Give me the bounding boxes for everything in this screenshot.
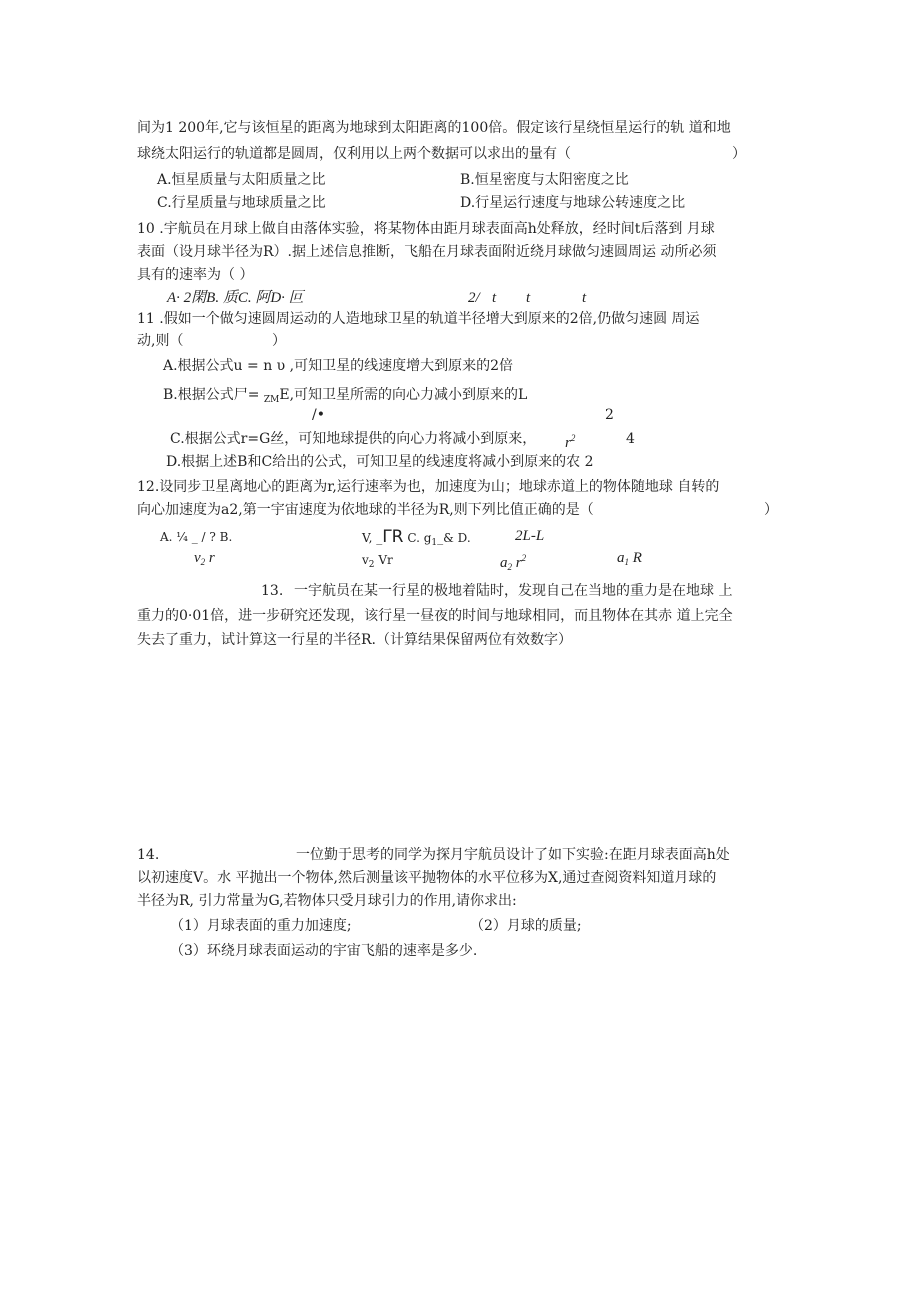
q14-line3: 半径为R, 引力常量为G,若物体只受月球引力的作用,请你求出: (137, 893, 517, 909)
q11-line2: 动,则（ (137, 333, 184, 349)
q12-denominator-a: $v_2$ r (194, 550, 215, 567)
q12-denominator-d: $a_1$ R (617, 550, 642, 567)
q9-option-d: D.行星运行速度与地球公转速度之比 (460, 195, 686, 211)
q11-line1: 11 .假如一个做匀速圆周运动的人造地球卫星的轨道半径增大到原来的2倍,仍做匀速圆 周运 (137, 311, 700, 327)
q10-line3: 具有的速率为（ ） (137, 267, 254, 283)
q9-line2: 球绕太阳运行的轨道都是圆周，仅利用以上两个数据可以求出的量有（ (137, 146, 571, 162)
q11-option-a: A.根据公式u = n υ ,可知卫星的线速度增大到原来的2倍 (163, 358, 513, 374)
q12-line2-paren: ） (764, 502, 778, 518)
q9-option-b: B.恒星密度与太阳密度之比 (460, 172, 629, 188)
q11-option-c: C.根据公式r=G丝，可知地球提供的向心力将减小到原来， (170, 431, 537, 447)
q13-line1: 一宇航员在某一行星的极地着陆时，发现自己在当地的重力是在地球 上 (294, 583, 733, 599)
q10-line2: 表面（设月球半径为R）.据上述信息推断，飞船在月球表面附近绕月球做匀速圆周运 动所必须 (137, 244, 717, 260)
q12-option-d: 2L-L (515, 528, 545, 544)
q14-item-3: （3）环绕月球表面运动的宇宙飞船的速率是多少. (170, 943, 478, 959)
q12-denominator-b: $v_2$ Vr (362, 553, 393, 570)
q14-line1: 一位勤于思考的同学为探月宇航员设计了如下实验:在距月球表面高h处 (296, 847, 730, 863)
q11-option-d: D.根据上述B和C给出的公式，可知卫星的线速度将减小到原来的农 2 (166, 454, 594, 470)
q12-option-a: A. ¼ _ / ? B. (160, 530, 233, 544)
q11-option-b-fraction-two: 2 (605, 407, 614, 423)
q10-line1: 10 .宇航员在月球上做自由落体实验，将某物体由距月球表面高h处释放，经时间t后落到 月球 (137, 221, 715, 237)
q12-line1: 12.设同步卫星离地心的距离为r,运行速率为也，加速度为山；地球赤道上的物体随地球 自转的 (137, 479, 720, 495)
q10-frac-t2: t (526, 290, 531, 306)
q11-option-c-four: 4 (626, 431, 635, 447)
q10-frac-two: 2/ (468, 290, 480, 306)
q14-item-1: （1）月球表面的重力加速度; (170, 918, 352, 934)
q13-line2: 重力的0·01倍，进一步研究还发现，该行星一昼夜的时间与地球相同，而且物体在其赤 道上完全 (137, 608, 733, 624)
q9-option-c: C.行星质量与地球质量之比 (157, 195, 326, 211)
q10-frac-t3: t (582, 290, 587, 306)
q14-line2: 以初速度V。水 平抛出一个物体,然后测量该平抛物体的水平位移为X,通过查阅资料知道月球的 (137, 870, 717, 886)
q14-item-2: （2）月球的质量; (470, 918, 582, 934)
q13-number: 13. (261, 583, 284, 599)
q9-line2-paren: ） (732, 146, 746, 162)
q12-option-b-c: V, _ΓR C. $g_1\_\&$ D. (362, 527, 471, 548)
q11-line2-paren: ） (272, 333, 286, 349)
q14-number: 14. (137, 847, 160, 863)
q12-line2: 向心加速度为a2,第一宇宙速度为依地球的半径为R,则下列比值正确的是（ (137, 502, 594, 518)
q10-options: A· 2閑B. 质C. 阿D· 叵 (167, 290, 304, 306)
q9-line1: 间为1 200年,它与该恒星的距离为地球到太阳距离的100倍。假定该行星绕恒星运行的轨 道和地 (137, 120, 731, 136)
q10-frac-t1: t (492, 290, 497, 306)
q9-option-a: A.恒星质量与太阳质量之比 (157, 172, 326, 188)
q13-line3: 失去了重力，试计算这一行星的半径R.（计算结果保留两位有效数字） (137, 632, 572, 648)
q11-option-b-fraction-slash: /• (312, 407, 325, 423)
q11-option-b: B.根据公式尸= $_{ZM}$E,可知卫星所需的向心力减小到原来的L (163, 387, 528, 405)
q11-option-c-r2: $r^2$ (565, 433, 576, 451)
q12-denominator-c: $a_2$ $r^2$ (500, 553, 527, 572)
